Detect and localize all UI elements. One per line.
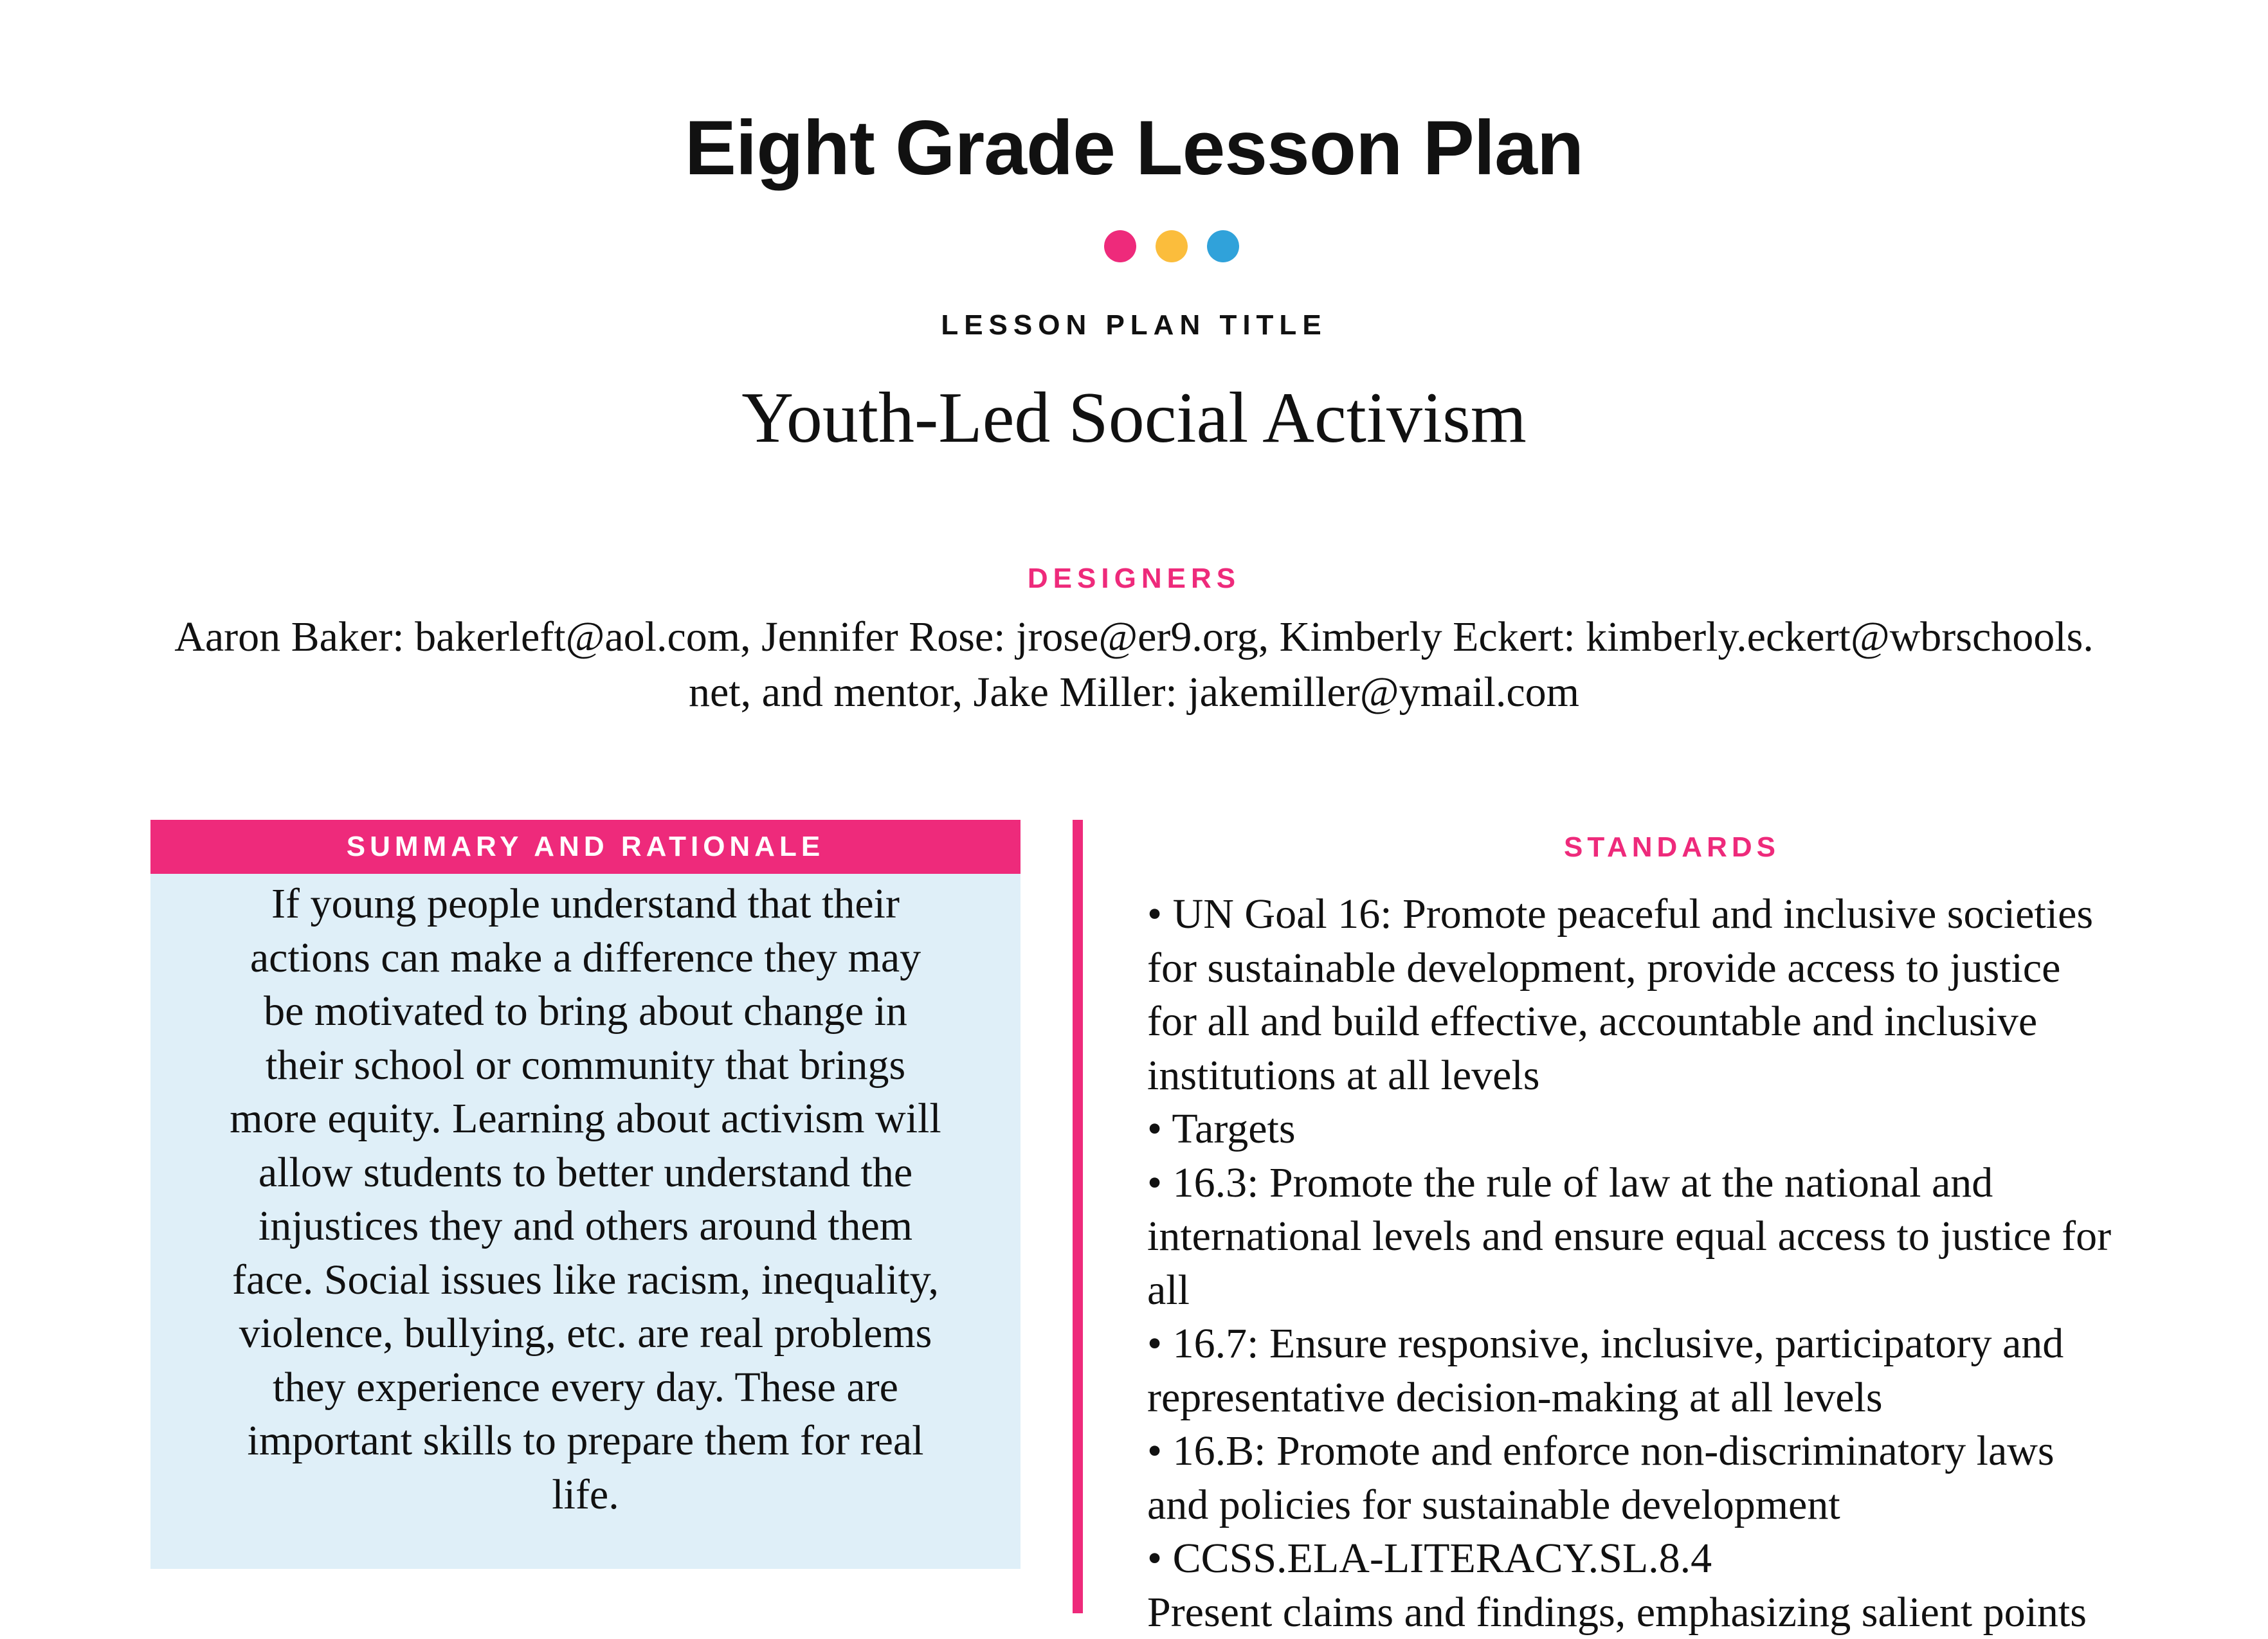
- summary-line: their school or community that brings: [150, 1038, 1021, 1092]
- standards-line: all: [1147, 1263, 2253, 1318]
- standards-line: institutions at all levels: [1147, 1049, 2253, 1103]
- summary-line: more equity. Learning about activism will: [150, 1092, 1021, 1146]
- designers-line: net, and mentor, Jake Miller: jakemiller@ymail.com: [0, 665, 2268, 720]
- summary-line: allow students to better understand the: [150, 1146, 1021, 1200]
- standards-line: • CCSS.ELA-LITERACY.SL.8.4: [1147, 1532, 2253, 1586]
- designers-list: [0, 610, 2268, 720]
- standards-label: STANDARDS: [1093, 831, 2251, 864]
- standards-line: for sustainable development, provide access to justice: [1147, 941, 2253, 995]
- summary-header: SUMMARY AND RATIONALE: [150, 820, 1021, 874]
- pink-dot-icon: [1104, 230, 1136, 262]
- column-divider: [1073, 820, 1083, 1613]
- summary-line: be motivated to bring about change in: [150, 984, 1021, 1038]
- designers-line: Aaron Baker: bakerleft@aol.com, Jennifer Rose: jrose@er9.org, Kimberly Eckert: kimberly.eckert@wbrschools.: [0, 610, 2268, 665]
- standards-line: international levels and ensure equal access to justice for: [1147, 1209, 2253, 1263]
- summary-line: If young people understand that their: [150, 877, 1021, 931]
- standards-list: [1147, 887, 2253, 1639]
- summary-line: face. Social issues like racism, inequality,: [150, 1253, 1021, 1307]
- standards-line: and policies for sustainable development: [1147, 1478, 2253, 1532]
- yellow-dot-icon: [1156, 230, 1188, 262]
- designers-label: DESIGNERS: [0, 562, 2268, 595]
- standards-line: • 16.3: Promote the rule of law at the national and: [1147, 1156, 2253, 1210]
- summary-line: injustices they and others around them: [150, 1199, 1021, 1253]
- standards-line: • 16.7: Ensure responsive, inclusive, participatory and: [1147, 1317, 2253, 1371]
- standards-line: for all and build effective, accountable and inclusive: [1147, 995, 2253, 1049]
- lesson-title: Youth-Led Social Activism: [0, 379, 2268, 457]
- summary-line: actions can make a difference they may: [150, 931, 1021, 985]
- summary-line: life.: [150, 1468, 1021, 1522]
- decorative-dots: [1104, 230, 1239, 262]
- standards-line: Present claims and findings, emphasizing salient points: [1147, 1586, 2253, 1639]
- summary-line: violence, bullying, etc. are real problems: [150, 1307, 1021, 1361]
- lesson-plan-title-label: LESSON PLAN TITLE: [0, 309, 2268, 342]
- standards-line: • UN Goal 16: Promote peaceful and inclusive societies: [1147, 887, 2253, 941]
- summary-and-rationale-box: [150, 820, 1021, 1569]
- standards-line: • 16.B: Promote and enforce non-discriminatory laws: [1147, 1424, 2253, 1478]
- standards-line: • Targets: [1147, 1102, 2253, 1156]
- summary-line: they experience every day. These are: [150, 1361, 1021, 1415]
- blue-dot-icon: [1207, 230, 1239, 262]
- document-title: Eight Grade Lesson Plan: [0, 106, 2268, 190]
- summary-line: important skills to prepare them for real: [150, 1414, 1021, 1468]
- standards-line: representative decision-making at all levels: [1147, 1371, 2253, 1425]
- summary-body: [150, 874, 1021, 1521]
